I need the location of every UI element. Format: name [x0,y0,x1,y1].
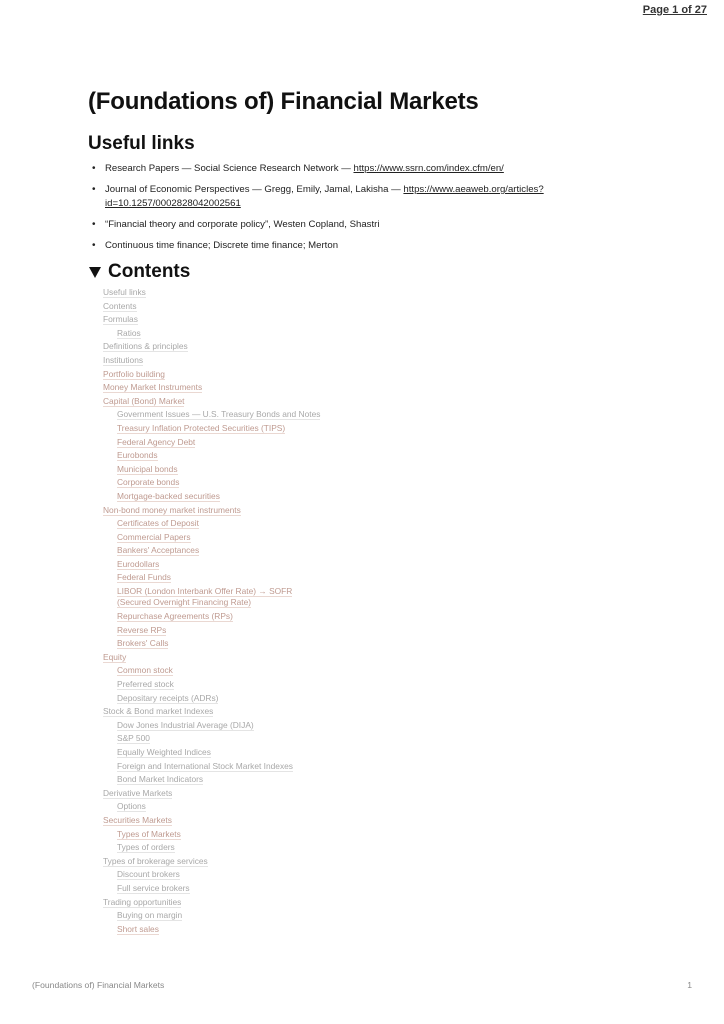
toc-link[interactable]: Commercial Papers [117,531,191,542]
toc-item[interactable] [88,449,648,463]
toc-link[interactable]: Dow Jones Industrial Average (DIJA) [117,719,254,730]
toc-link[interactable]: Full service brokers [117,882,190,893]
list-item [105,239,648,253]
toc-link[interactable]: S&P 500 [117,733,150,744]
toc-link[interactable]: Definitions & principles [103,341,188,352]
toc-item[interactable] [88,517,648,531]
toc-item[interactable] [88,463,648,477]
toc-link[interactable]: Portfolio building [103,368,165,379]
footer-page-number: 1 [687,980,692,990]
toc-item[interactable] [88,422,648,436]
toc-link[interactable]: Securities Markets [103,814,172,825]
toc-item[interactable] [88,746,648,760]
toc-link[interactable]: Certificates of Deposit [117,518,199,529]
link-description: Journal of Economic Perspectives — Gregg, Emily, Jamal, Lakisha — [105,184,404,195]
toc-item[interactable] [88,531,648,545]
toc-item[interactable] [88,651,648,665]
toc-link[interactable]: Reverse RPs [117,624,167,635]
list-text: “Financial theory and corporate policy”, Westen Copland, Shastri [105,219,380,230]
toc-item[interactable] [88,408,648,422]
toc-link[interactable]: Federal Funds [117,572,171,583]
table-of-contents [88,286,648,936]
toc-item[interactable] [88,909,648,923]
toc-link[interactable]: Preferred stock [117,679,174,690]
toc-item[interactable] [88,286,648,300]
toc-link[interactable]: Treasury Inflation Protected Securities (TIPS) [117,422,286,433]
contents-heading-label: Contents [108,261,191,282]
toc-link[interactable]: Foreign and International Stock Market Indexes [117,760,293,771]
toc-item[interactable] [88,558,648,572]
useful-links-list [88,162,648,253]
toc-item[interactable] [88,896,648,910]
toc-link[interactable]: Brokers' Calls [117,638,169,649]
toc-link[interactable]: Government Issues — U.S. Treasury Bonds and Notes [117,409,321,420]
toc-item[interactable] [88,732,648,746]
toc-link[interactable]: Institutions [103,354,144,365]
toc-item[interactable] [88,504,648,518]
toc-link[interactable]: Non-bond money market instruments [103,504,241,515]
link-description: Research Papers — Social Science Research Network — [105,163,354,174]
toc-link[interactable]: Mortgage-backed securities [117,490,220,501]
toc-item[interactable] [88,300,648,314]
aeaweb-link[interactable]: https://www.aeaweb.org/articles?id=10.1257/0002828042002561 [105,184,544,209]
toc-item[interactable] [88,354,648,368]
toc-link[interactable]: Types of orders [117,842,175,853]
toc-link[interactable]: Short sales [117,923,159,934]
toc-item[interactable] [88,800,648,814]
toc-link[interactable]: Federal Agency Debt [117,436,196,447]
toc-item[interactable] [88,855,648,869]
page-title: (Foundations of) Financial Markets [88,88,479,115]
toc-link[interactable]: Municipal bonds [117,463,178,474]
contents-heading[interactable] [88,260,648,284]
toc-item[interactable] [88,868,648,882]
toc-link[interactable]: Money Market Instruments [103,382,203,393]
toc-link[interactable]: Equity [103,651,127,662]
list-text: Continuous time finance; Discrete time finance; Merton [105,240,339,251]
toc-item[interactable] [88,882,648,896]
toc-item[interactable] [88,368,648,382]
toc-link[interactable]: Corporate bonds [117,477,180,488]
triangle-down-icon[interactable] [89,267,101,278]
toc-item[interactable] [88,624,648,638]
toc-link[interactable]: Equally Weighted Indices [117,747,211,757]
toc-link[interactable]: Formulas [103,314,138,325]
toc-item[interactable] [88,381,648,395]
toc-item[interactable] [88,719,648,733]
list-item [105,218,648,232]
ssrn-link[interactable]: https://www.ssrn.com/index.cfm/en/ [353,163,504,174]
toc-link[interactable]: Repurchase Agreements (RPs) [117,611,233,622]
toc-item[interactable] [88,814,648,828]
toc-item[interactable] [88,773,648,787]
toc-item[interactable] [88,571,648,585]
toc-item[interactable] [88,436,648,450]
toc-item[interactable] [88,327,648,341]
toc-item[interactable] [88,476,648,490]
toc-item[interactable] [88,705,648,719]
toc-item[interactable] [88,340,648,354]
toc-item[interactable] [88,828,648,842]
toc-link[interactable]: Trading opportunities [103,896,182,907]
toc-link[interactable]: Capital (Bond) Market [103,395,185,406]
toc-item[interactable] [88,841,648,855]
list-item [105,162,648,176]
list-item [105,183,648,211]
footer-title: (Foundations of) Financial Markets [32,980,165,990]
toc-item[interactable] [88,923,648,937]
toc-link[interactable]: Contents [103,300,137,311]
toc-link[interactable]: Bond Market Indicators [117,774,204,785]
toc-link[interactable]: Useful links [103,287,146,297]
toc-item[interactable] [88,760,648,774]
useful-links-heading: Useful links [88,133,195,154]
toc-link[interactable]: Derivative Markets [103,787,173,798]
toc-item[interactable] [88,544,648,558]
toc-link[interactable]: Stock & Bond market Indexes [103,706,214,717]
toc-link[interactable]: Types of Markets [117,828,181,839]
toc-item[interactable] [88,585,307,610]
toc-item[interactable] [88,692,648,706]
toc-link[interactable]: Bankers' Acceptances [117,545,200,556]
toc-item[interactable] [88,313,648,327]
toc-link[interactable]: LIBOR (London Interbank Offer Rate) → SOFR (Secured Overnight Financing Rate) [117,586,293,608]
toc-link[interactable]: Eurobonds [117,450,158,461]
toc-link[interactable]: Common stock [117,665,173,676]
toc-link[interactable]: Buying on margin [117,910,183,921]
toc-item[interactable] [88,787,648,801]
toc-item[interactable] [88,664,648,678]
toc-item[interactable] [88,637,648,651]
toc-link[interactable]: Discount brokers [117,869,180,880]
toc-item[interactable] [88,490,648,504]
toc-item[interactable] [88,610,648,624]
toc-link[interactable]: Eurodollars [117,558,160,569]
toc-item[interactable] [88,395,648,409]
toc-link[interactable]: Depositary receipts (ADRs) [117,692,219,703]
toc-link[interactable]: Types of brokerage services [103,855,208,866]
document-body [88,86,648,936]
toc-item[interactable] [88,678,648,692]
page-indicator: Page 1 of 27 [642,4,707,16]
toc-link[interactable]: Ratios [117,327,141,338]
toc-link[interactable]: Options [117,801,146,812]
